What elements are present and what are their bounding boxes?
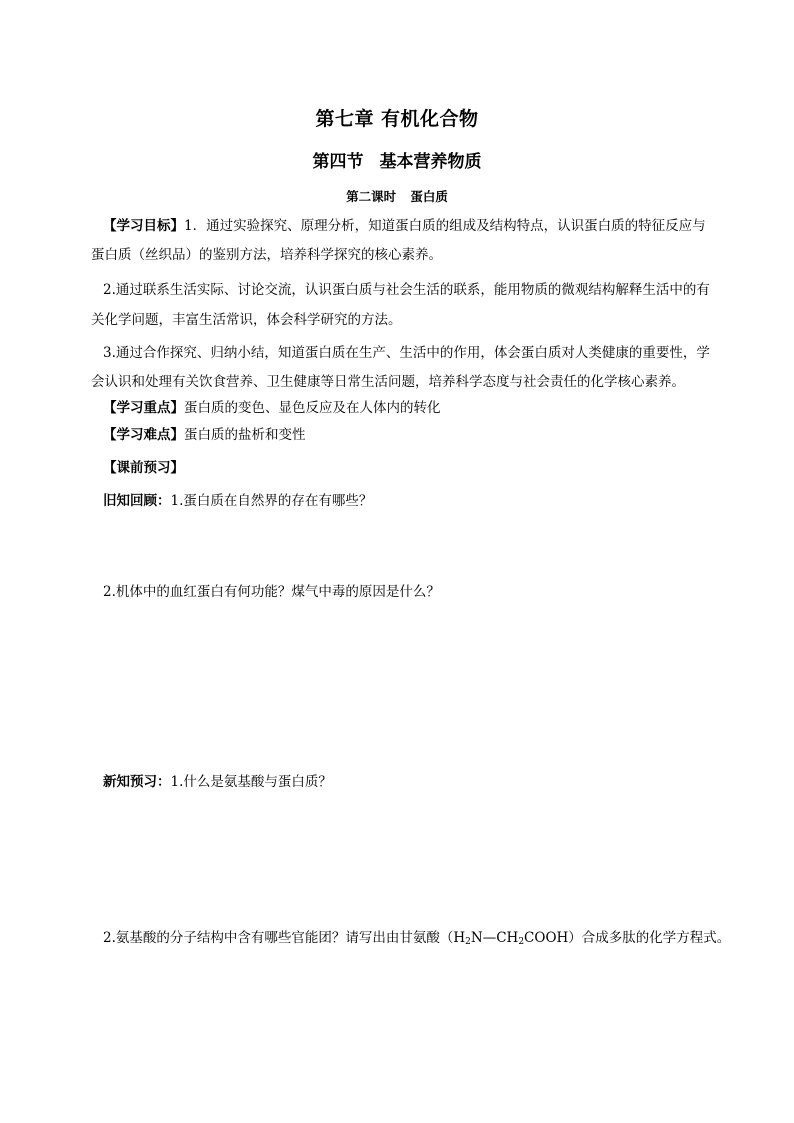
review-question-1: 旧知回顾：1.蛋白质在自然界的存在有哪些？	[103, 493, 373, 509]
new-question-2: 2.氨基酸的分子结构中含有哪些官能团？请写出由甘氨酸$(H_2N—CH_2COOH)$合成多肽的化学方程式。	[103, 930, 731, 947]
new-question-1: 新知预习：1.什么是氨基酸与蛋白质？	[103, 774, 332, 790]
objective-3-line-1: 3.通过合作探究、归纳小结，知道蛋白质在生产、生活中的作用，体会蛋白质对人类健康的重要性，学	[103, 345, 710, 361]
new-label: 新知预习：	[103, 774, 171, 790]
review-question-2: 2.机体中的血红蛋白有何功能？煤气中毒的原因是什么？	[103, 584, 440, 600]
objective-2-line-2: 关化学问题，丰富生活常识，体会科学研究的方法。	[91, 312, 402, 328]
lesson-title: 第二课时 蛋白质	[346, 189, 448, 204]
section-title: 第四节 基本营养物质	[312, 152, 482, 172]
chapter-title: 第七章 有机化合物	[315, 108, 479, 130]
difficulties: 【学习难点】蛋白质的盐析和变性	[103, 427, 306, 443]
key-points-label: 【学习重点】	[103, 400, 184, 416]
objective-3-line-2: 会认识和处理有关饮食营养、卫生健康等日常生活问题，培养科学态度与社会责任的化学核心素养。	[91, 374, 685, 390]
difficulties-label: 【学习难点】	[103, 427, 184, 443]
objectives-label: 【学习目标】	[103, 218, 184, 234]
preview-heading: 【课前预习】	[103, 460, 184, 476]
objective-1-line-2: 蛋白质（丝织品）的鉴别方法，培养科学探究的核心素养。	[91, 247, 442, 263]
objective-1-line-1: 【学习目标】1．通过实验探究、原理分析，知道蛋白质的组成及结构特点，认识蛋白质的特征反应与	[103, 218, 706, 234]
key-points: 【学习重点】蛋白质的变色、显色反应及在人体内的转化	[103, 400, 441, 416]
objective-2-line-1: 2.通过联系生活实际、讨论交流，认识蛋白质与社会生活的联系，能用物质的微观结构解释生活中的有	[103, 282, 710, 298]
review-label: 旧知回顾：	[103, 493, 171, 509]
